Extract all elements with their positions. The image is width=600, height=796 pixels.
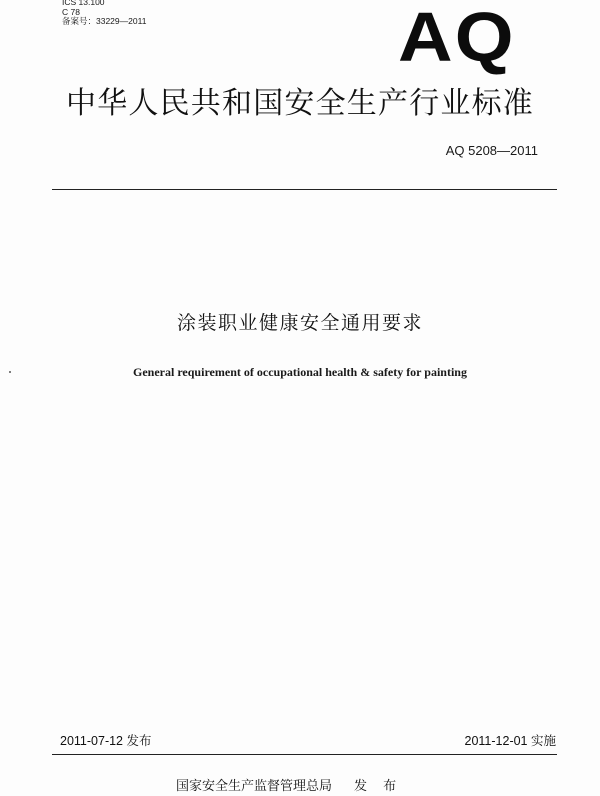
aq-logo: AQ (398, 0, 516, 76)
issuing-standard-category: 中华人民共和国安全生产行业标准 (66, 86, 534, 121)
ccs-code: C 78 (62, 6, 80, 17)
standard-number: AQ 5208—2011 (445, 143, 538, 158)
publisher-line (176, 779, 402, 795)
scan-speck (9, 371, 11, 373)
header-divider (52, 189, 557, 190)
publisher-name: 国家安全生产监督管理总局 (176, 779, 333, 794)
filing-number: 备案号：33229—2011 (62, 16, 147, 26)
document-title-chinese: 涂装职业健康安全通用要求 (176, 312, 423, 334)
implementation-date: 2011-12-01 实施 (464, 734, 556, 748)
classification-block (62, 0, 146, 27)
document-title-english: General requirement of occupational health & safety for painting (133, 365, 467, 379)
issue-date: 2011-07-12 发布 (60, 734, 152, 748)
footer-divider (52, 754, 557, 755)
ics-code: ICS 13.100 (62, 0, 105, 7)
publisher-action: 发 布 (354, 779, 403, 794)
